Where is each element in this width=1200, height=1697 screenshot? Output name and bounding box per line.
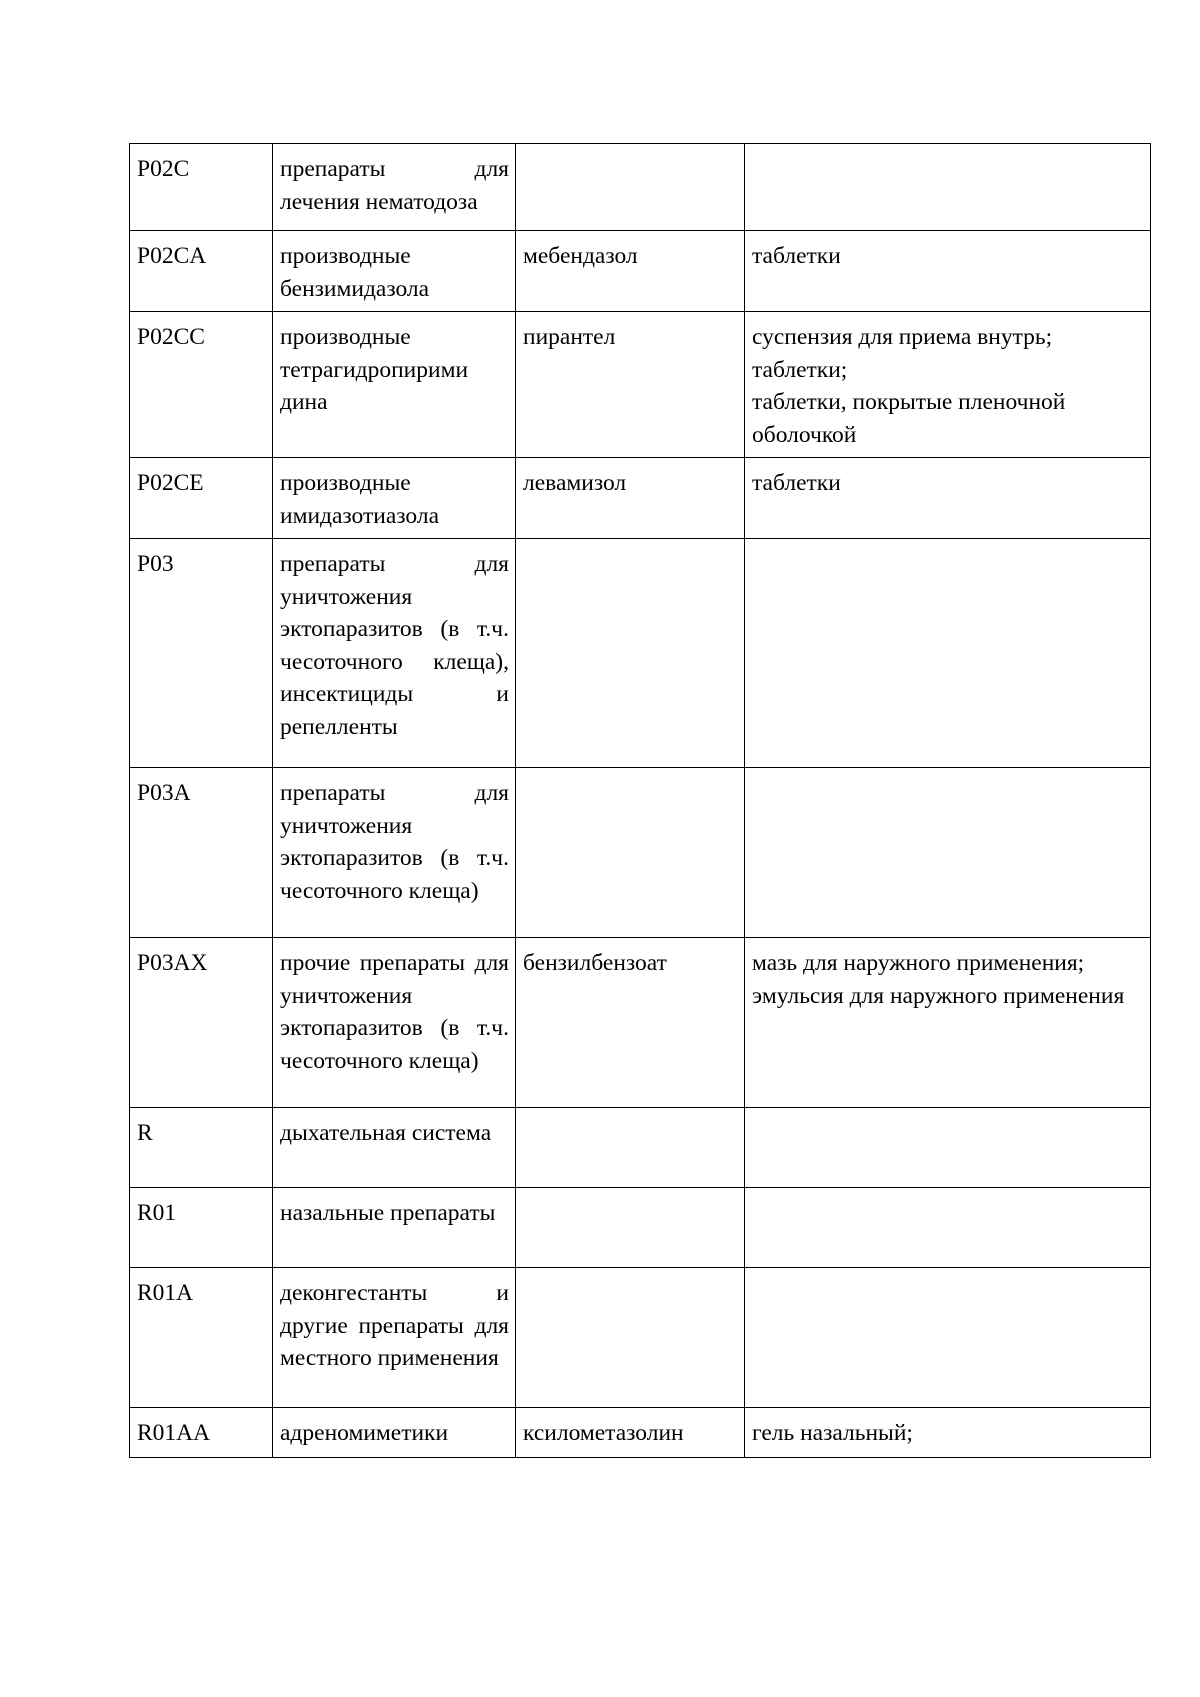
dosage-form-line: таблетки, покрытые пленочной оболочкой xyxy=(752,389,1066,448)
atc-code-cell: R01A xyxy=(130,1268,273,1408)
drug-classification-table xyxy=(129,143,1151,1458)
dosage-forms-cell xyxy=(745,1188,1151,1268)
group-name-cell: препараты для лечения нематодоза xyxy=(273,144,516,231)
table-body xyxy=(130,144,1151,1458)
substance-cell: мебендазол xyxy=(516,231,745,312)
substance-cell: бензилбензоат xyxy=(516,938,745,1108)
substance-cell: ксилометазолин xyxy=(516,1408,745,1458)
table-row xyxy=(130,768,1151,938)
atc-code-cell: P03A xyxy=(130,768,273,938)
dosage-forms-cell xyxy=(745,231,1151,312)
group-name-cell: деконгестанты и другие препараты для местного применения xyxy=(273,1268,516,1408)
dosage-form-line: таблетки xyxy=(752,243,841,269)
table-row xyxy=(130,938,1151,1108)
dosage-forms-cell xyxy=(745,1108,1151,1188)
table-row xyxy=(130,1268,1151,1408)
table-row xyxy=(130,144,1151,231)
dosage-form-line: таблетки; xyxy=(752,356,848,383)
substance-cell xyxy=(516,1188,745,1268)
dosage-form-line: суспензия для приема внутрь; xyxy=(752,324,1053,350)
atc-code-cell: P03AX xyxy=(130,938,273,1108)
dosage-forms-cell xyxy=(745,144,1151,231)
atc-code-cell: R01 xyxy=(130,1188,273,1268)
substance-cell xyxy=(516,144,745,231)
substance-cell xyxy=(516,1108,745,1188)
group-name-cell: адреномиметики xyxy=(273,1408,516,1458)
group-name-cell: производные тетрагидропирими​дина xyxy=(273,312,516,458)
substance-cell: левамизол xyxy=(516,458,745,539)
group-name-cell: назальные препараты xyxy=(273,1188,516,1268)
atc-code-cell: R xyxy=(130,1108,273,1188)
dosage-form-line: гель назальный; xyxy=(752,1420,913,1446)
atc-code-cell: R01AA xyxy=(130,1408,273,1458)
atc-code-cell: P02CC xyxy=(130,312,273,458)
atc-code-cell: P02C xyxy=(130,144,273,231)
atc-code-cell: P02CA xyxy=(130,231,273,312)
dosage-forms-cell xyxy=(745,1408,1151,1458)
dosage-forms-cell xyxy=(745,539,1151,768)
atc-code-cell: P02CE xyxy=(130,458,273,539)
substance-cell xyxy=(516,768,745,938)
table-row xyxy=(130,1408,1151,1458)
group-name-cell: производные бензимидазола xyxy=(273,231,516,312)
table-row xyxy=(130,458,1151,539)
substance-cell: пирантел xyxy=(516,312,745,458)
table-row xyxy=(130,1188,1151,1268)
group-name-cell: препараты для уничтожения эктопаразитов (в т.ч. чесоточного клеща) xyxy=(273,768,516,938)
substance-cell xyxy=(516,539,745,768)
group-name-cell: прочие препараты для уничтожения эктопаразитов (в т.ч. чесоточного клеща) xyxy=(273,938,516,1108)
dosage-forms-cell xyxy=(745,1268,1151,1408)
group-name-cell: производные имидазотиазола xyxy=(273,458,516,539)
dosage-form-line: мазь для наружного применения; xyxy=(752,950,1085,976)
dosage-forms-cell xyxy=(745,458,1151,539)
dosage-forms-cell xyxy=(745,768,1151,938)
dosage-forms-cell xyxy=(745,938,1151,1108)
group-name-cell: препараты для уничтожения эктопаразитов (в т.ч. чесоточного клеща), инсектициды и репелленты xyxy=(273,539,516,768)
substance-cell xyxy=(516,1268,745,1408)
table-row xyxy=(130,312,1151,458)
dosage-form-line: эмульсия для наружного применения xyxy=(752,982,1125,1009)
atc-code-cell: P03 xyxy=(130,539,273,768)
dosage-forms-cell xyxy=(745,312,1151,458)
table-row xyxy=(130,539,1151,768)
group-name-cell: дыхательная система xyxy=(273,1108,516,1188)
table-row xyxy=(130,1108,1151,1188)
dosage-form-line: таблетки xyxy=(752,470,841,496)
table-row xyxy=(130,231,1151,312)
